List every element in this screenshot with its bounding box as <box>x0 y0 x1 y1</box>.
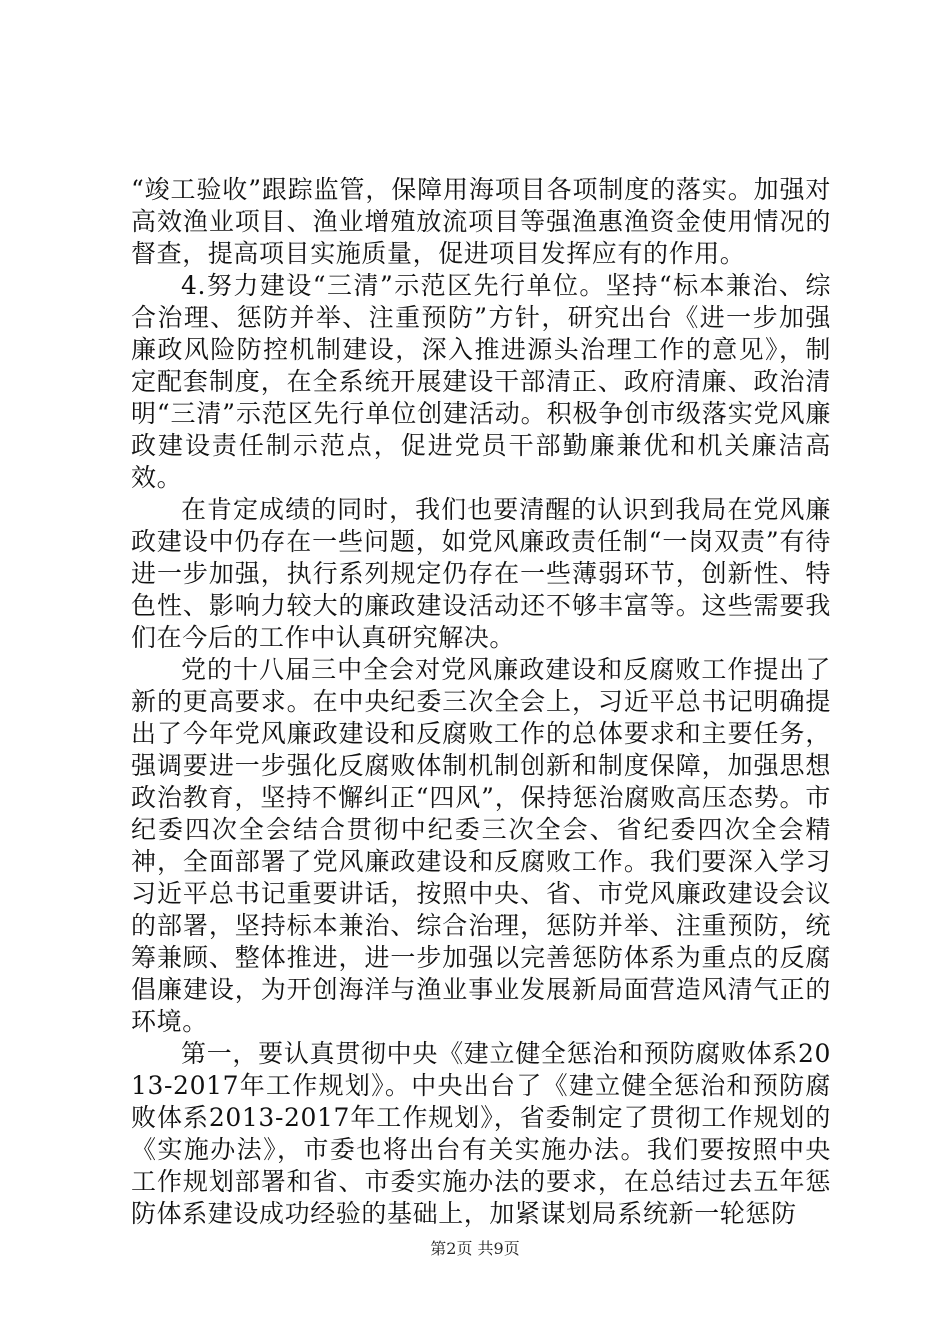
paragraph-requirements: 党的十八届三中全会对党风廉政建设和反腐败工作提出了新的更高要求。在中央纪委三次全会上，习近平总书记明确提出了今年党风廉政建设和反腐败工作的总体要求和主要任务，强调要进一步强化反腐败体制机制创新和制度保障，加强思想政治教育，坚持不懈纠正“四风”，保持惩治腐败高压态势。市纪委四次全会结合贯彻中纪委三次全会、省纪委四次全会精神，全面部署了党风廉政建设和反腐败工作。我们要深入学习习近平总书记重要讲话，按照中央、省、市党风廉政建设会议的部署，坚持标本兼治、综合治理，惩防并举、注重预防，统筹兼顾、整体推进，进一步加强以完善惩防体系为重点的反腐倡廉建设，为开创海洋与渔业事业发展新局面营造风清气正的环境。 <box>131 655 831 1036</box>
page-number-footer: 第2页 共9页 <box>430 1239 520 1258</box>
paragraph-problems: 在肯定成绩的同时，我们也要清醒的认识到我局在党风廉政建设中仍存在一些问题，如党风廉政责任制“一岗双责”有待进一步加强，执行系列规定仍存在一些薄弱环节，创新性、特色性、影响力较大的廉政建设活动还不够丰富等。这些需要我们在今后的工作中认真研究解决。 <box>131 495 831 652</box>
paragraph-continuation: “竣工验收”跟踪监管，保障用海项目各项制度的落实。加强对高效渔业项目、渔业增殖放流项目等强渔惠渔资金使用情况的督查，提高项目实施质量，促进项目发挥应有的作用。 <box>131 175 831 268</box>
paragraph-first-task: 第一，要认真贯彻中央《建立健全惩治和预防腐败体系2013-2017年工作规划》。中央出台了《建立健全惩治和预防腐败体系2013-2017年工作规划》，省委制定了贯彻工作规划的《实施办法》，市委也将出台有关实施办法。我们要按照中央工作规划部署和省、市委实施办法的要求，在总结过去五年惩防体系建设成功经验的基础上，加紧谋划局系统新一轮惩防 <box>131 1039 831 1228</box>
document-body <box>131 174 831 1230</box>
paragraph-item-4: 4.努力建设“三清”示范区先行单位。坚持“标本兼治、综合治理、惩防并举、注重预防”方针，研究出台《进一步加强廉政风险防控机制建设，深入推进源头治理工作的意见》，制定配套制度，在全系统开展建设干部清正、政府清廉、政治清明“三清”示范区先行单位创建活动。积极争创市级落实党风廉政建设责任制示范点，促进党员干部勤廉兼优和机关廉洁高效。 <box>131 271 831 492</box>
